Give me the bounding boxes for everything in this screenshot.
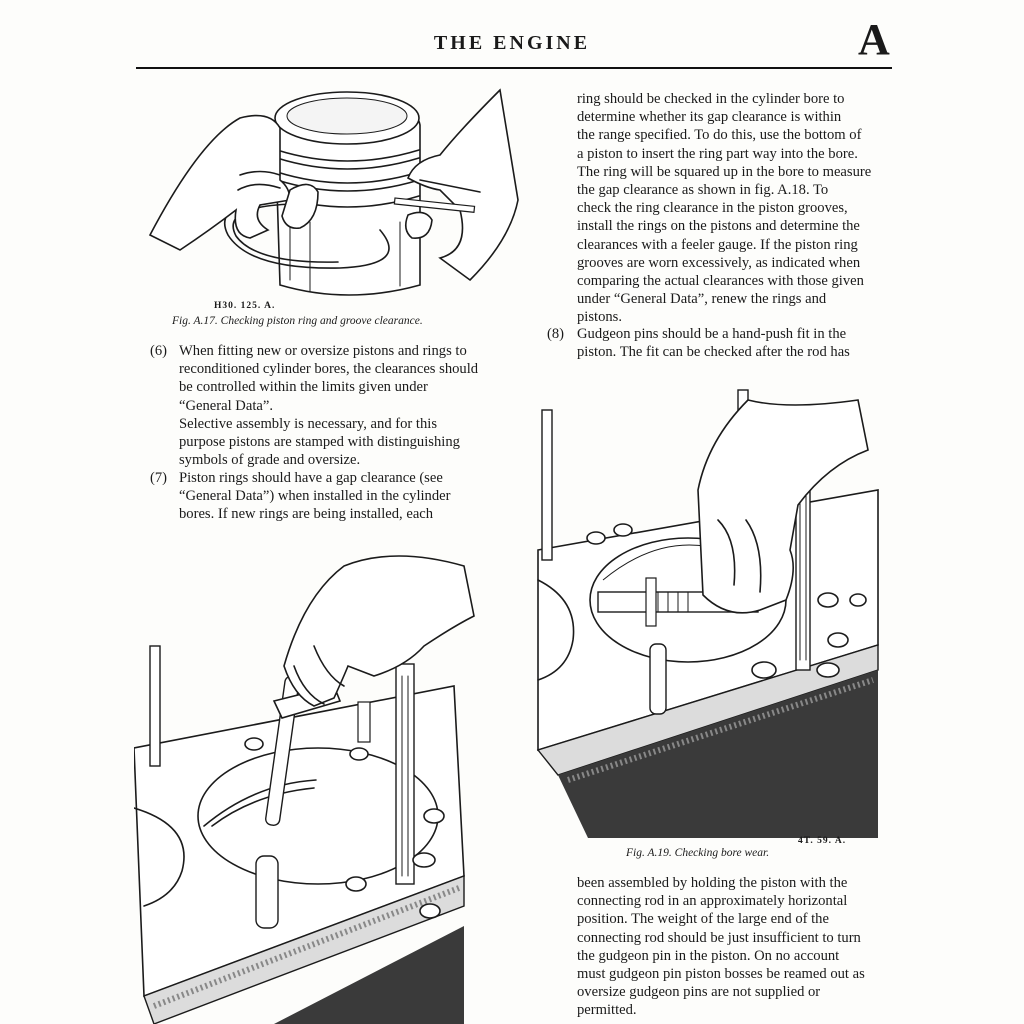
section-letter: A bbox=[858, 15, 890, 64]
item-8-number: (8) bbox=[547, 326, 565, 342]
item-8-text: Gudgeon pins should be a hand-push fit in the piston. The fit can be checked after the rod has bbox=[577, 326, 850, 361]
item-6-text: When fitting new or oversize pistons and rings to reconditioned cylinder bores, the clearances should be controlled within the limits given under “General Data”. Selective assembly is necessary, and for this purpose pistons are stamped with distinguishing symbols of grade and oversize. bbox=[179, 343, 479, 469]
item-6-number: (6) bbox=[150, 343, 168, 359]
item-7-number: (7) bbox=[150, 470, 168, 486]
figure-a19-code: 4T. 59. A. bbox=[798, 836, 847, 846]
page-title: THE ENGINE bbox=[433, 32, 591, 54]
figure-a19-illustration bbox=[528, 370, 900, 838]
figure-a17-caption: Fig. A.17. Checking piston ring and groove clearance. bbox=[172, 315, 423, 327]
ring-gap-paragraph: ring should be checked in the cylinder bore to determine whether its gap clearance is within the range specified. To do this, use the bottom of a piston to insert the ring part way into the bore. The ring will be squared up in the bore to measure the gap clearance as shown in fig. A.18. To check the ring clearance in the piston grooves, install the rings on the pistons and determine the clearances with a feeler gauge. If the piston ring grooves are worn excessively, as indicated when comparing the actual clearances with those given under “General Data”, renew the rings and pistons. bbox=[577, 91, 872, 326]
figure-a17-illustration bbox=[140, 80, 520, 310]
figure-a17-code: H30. 125. A. bbox=[214, 301, 276, 311]
figure-a19-caption: Fig. A.19. Checking bore wear. bbox=[626, 847, 770, 859]
item-7-text: Piston rings should have a gap clearance (see “General Data”) when installed in the cylinder bores. If new rings are being installed, each bbox=[179, 470, 451, 523]
header-rule bbox=[136, 67, 892, 69]
gudgeon-continued-paragraph: been assembled by holding the piston with the connecting rod in an approximately horizontal position. The weight of the large end of the connecting rod should be just insufficient to turn the gudgeon pin in the piston. On no account must gudgeon pin piston bosses be reamed out as oversize gudgeon pins are not supplied or permitted. bbox=[577, 875, 865, 1019]
figure-a18-illustration bbox=[134, 526, 504, 1024]
